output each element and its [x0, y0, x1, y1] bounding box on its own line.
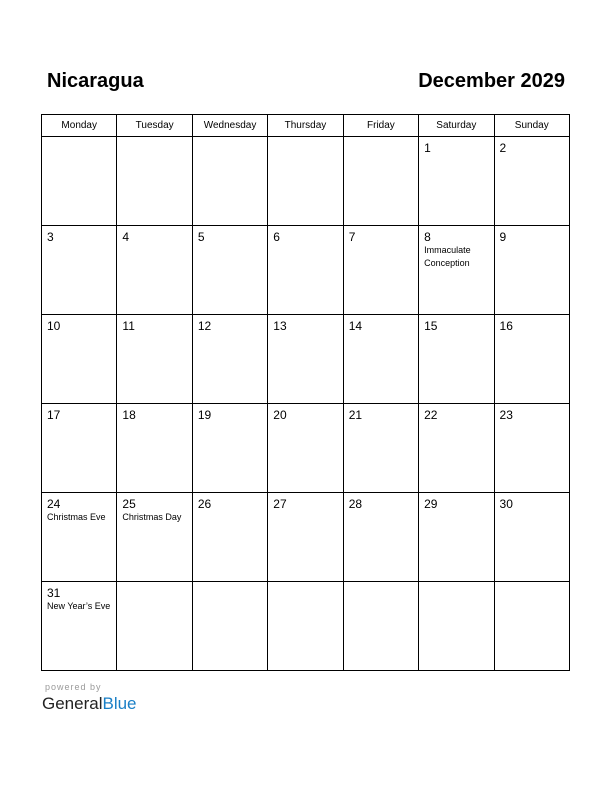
- day-cell: [42, 137, 117, 226]
- brand-logo: [42, 693, 137, 715]
- day-cell-content: [193, 582, 267, 666]
- day-cell-content: [268, 404, 342, 488]
- day-cell: [268, 226, 343, 315]
- day-number: 20: [273, 408, 287, 422]
- day-cell: [268, 493, 343, 582]
- week-row: [42, 315, 570, 404]
- day-cell-content: [117, 315, 191, 399]
- day-number: 5: [197, 230, 205, 244]
- holiday-label: Christmas Eve: [47, 512, 106, 522]
- day-number: 23: [499, 408, 513, 422]
- week-row: [42, 582, 570, 671]
- day-number: 28: [348, 497, 363, 511]
- day-cell: [117, 582, 192, 671]
- day-cell: [192, 137, 267, 226]
- day-number: 25: [122, 497, 136, 511]
- day-number: 8: [424, 230, 431, 244]
- day-cell-content: [42, 226, 116, 310]
- day-cell: [117, 226, 192, 315]
- holiday-label: Christmas Day: [122, 512, 182, 522]
- day-number: 6: [273, 230, 280, 244]
- day-cell: [494, 315, 569, 404]
- day-number: 2: [499, 141, 507, 155]
- day-cell-content: [193, 493, 267, 577]
- day-cell-content: [268, 226, 342, 310]
- day-number: 22: [424, 408, 438, 422]
- day-cell-content: [42, 315, 116, 399]
- day-cell: [343, 493, 418, 582]
- day-cell: [268, 404, 343, 493]
- day-cell-content: [42, 137, 116, 221]
- day-number: 18: [122, 408, 136, 422]
- day-cell-content: [495, 404, 569, 488]
- day-cell: [192, 315, 267, 404]
- day-cell: [268, 137, 343, 226]
- day-cell-content: [344, 137, 418, 221]
- day-cell-content: [42, 582, 116, 666]
- day-cell-content: [419, 493, 493, 577]
- week-row: [42, 493, 570, 582]
- holiday-label: Immaculate Conception: [424, 245, 471, 268]
- day-number: 21: [348, 408, 363, 422]
- day-cell: [42, 493, 117, 582]
- day-number: 13: [273, 319, 287, 333]
- day-number: 16: [499, 319, 513, 333]
- day-cell-content: [193, 137, 267, 221]
- day-number: 24: [47, 497, 61, 511]
- month-year-title: December 2029: [418, 70, 565, 92]
- day-cell: [494, 493, 569, 582]
- day-cell: [419, 137, 494, 226]
- brand-logo-part1: General: [42, 694, 103, 713]
- day-cell-content: [344, 404, 418, 488]
- day-cell: [494, 582, 569, 671]
- powered-by-text: powered by: [45, 682, 102, 692]
- day-number: 9: [499, 230, 507, 244]
- day-cell-content: [419, 226, 493, 310]
- day-cell: [268, 315, 343, 404]
- calendar-body: [42, 137, 570, 671]
- day-cell: [192, 226, 267, 315]
- day-cell: [419, 226, 494, 315]
- day-cell-content: [117, 582, 191, 666]
- day-cell: [343, 137, 418, 226]
- day-number: 30: [499, 497, 513, 511]
- day-cell: [343, 315, 418, 404]
- footer-branding: [42, 682, 137, 715]
- day-cell-content: [344, 582, 418, 666]
- day-cell-content: [419, 137, 493, 221]
- day-cell-content: [344, 315, 418, 399]
- weekday-header: Sunday: [494, 115, 569, 137]
- day-cell-content: [117, 493, 191, 577]
- day-number: 10: [47, 319, 61, 333]
- day-cell: [117, 493, 192, 582]
- day-cell-content: [268, 493, 342, 577]
- day-number: 19: [197, 408, 212, 422]
- day-cell: [343, 226, 418, 315]
- day-cell: [42, 315, 117, 404]
- day-number: 14: [348, 319, 363, 333]
- day-cell-content: [344, 493, 418, 577]
- day-cell-content: [344, 226, 418, 310]
- day-cell: [192, 404, 267, 493]
- day-number: 15: [424, 319, 438, 333]
- day-cell: [494, 404, 569, 493]
- day-cell: [494, 137, 569, 226]
- day-cell-content: [495, 493, 569, 577]
- day-cell: [419, 582, 494, 671]
- day-cell-content: [495, 582, 569, 666]
- country-title: Nicaragua: [47, 70, 144, 92]
- day-cell-content: [117, 404, 191, 488]
- weekday-header: Thursday: [268, 115, 343, 137]
- weekday-header: Monday: [42, 115, 117, 137]
- day-cell-content: [193, 226, 267, 310]
- weekday-header: Tuesday: [117, 115, 192, 137]
- week-row: [42, 226, 570, 315]
- day-number: 12: [197, 319, 212, 333]
- day-cell: [117, 137, 192, 226]
- weekday-header: Saturday: [419, 115, 494, 137]
- day-cell: [42, 226, 117, 315]
- day-cell-content: [117, 226, 191, 310]
- day-number: 27: [273, 497, 287, 511]
- brand-logo-part2: Blue: [102, 694, 137, 713]
- day-number: 1: [424, 141, 431, 155]
- day-cell-content: [268, 315, 342, 399]
- day-cell: [42, 582, 117, 671]
- day-cell-content: [495, 137, 569, 221]
- day-cell-content: [268, 582, 342, 666]
- holiday-label: New Year’s Eve: [47, 601, 111, 611]
- week-row: [42, 137, 570, 226]
- day-cell: [42, 404, 117, 493]
- day-number: 17: [47, 408, 61, 422]
- day-number: 26: [197, 497, 212, 511]
- weekday-header-row: [42, 115, 570, 137]
- day-cell-content: [117, 137, 191, 221]
- day-number: 3: [47, 230, 54, 244]
- day-number: 29: [424, 497, 438, 511]
- day-cell-content: [419, 315, 493, 399]
- day-number: 31: [47, 586, 61, 600]
- day-cell-content: [419, 404, 493, 488]
- day-cell-content: [42, 404, 116, 488]
- day-number: 11: [122, 319, 135, 333]
- calendar-header: [47, 70, 565, 98]
- day-cell: [494, 226, 569, 315]
- day-cell: [192, 582, 267, 671]
- day-cell: [117, 315, 192, 404]
- week-row: [42, 404, 570, 493]
- day-cell: [343, 582, 418, 671]
- day-number: 7: [348, 230, 356, 244]
- day-cell-content: [495, 226, 569, 310]
- day-cell: [268, 582, 343, 671]
- day-number: 4: [122, 230, 130, 244]
- calendar-grid: [41, 114, 570, 671]
- day-cell: [343, 404, 418, 493]
- day-cell-content: [193, 404, 267, 488]
- day-cell: [419, 493, 494, 582]
- day-cell-content: [268, 137, 342, 221]
- weekday-header: Wednesday: [192, 115, 267, 137]
- weekday-header: Friday: [343, 115, 418, 137]
- day-cell: [419, 404, 494, 493]
- day-cell-content: [419, 582, 493, 666]
- day-cell: [419, 315, 494, 404]
- day-cell-content: [193, 315, 267, 399]
- day-cell: [117, 404, 192, 493]
- day-cell: [192, 493, 267, 582]
- day-cell-content: [495, 315, 569, 399]
- day-cell-content: [42, 493, 116, 577]
